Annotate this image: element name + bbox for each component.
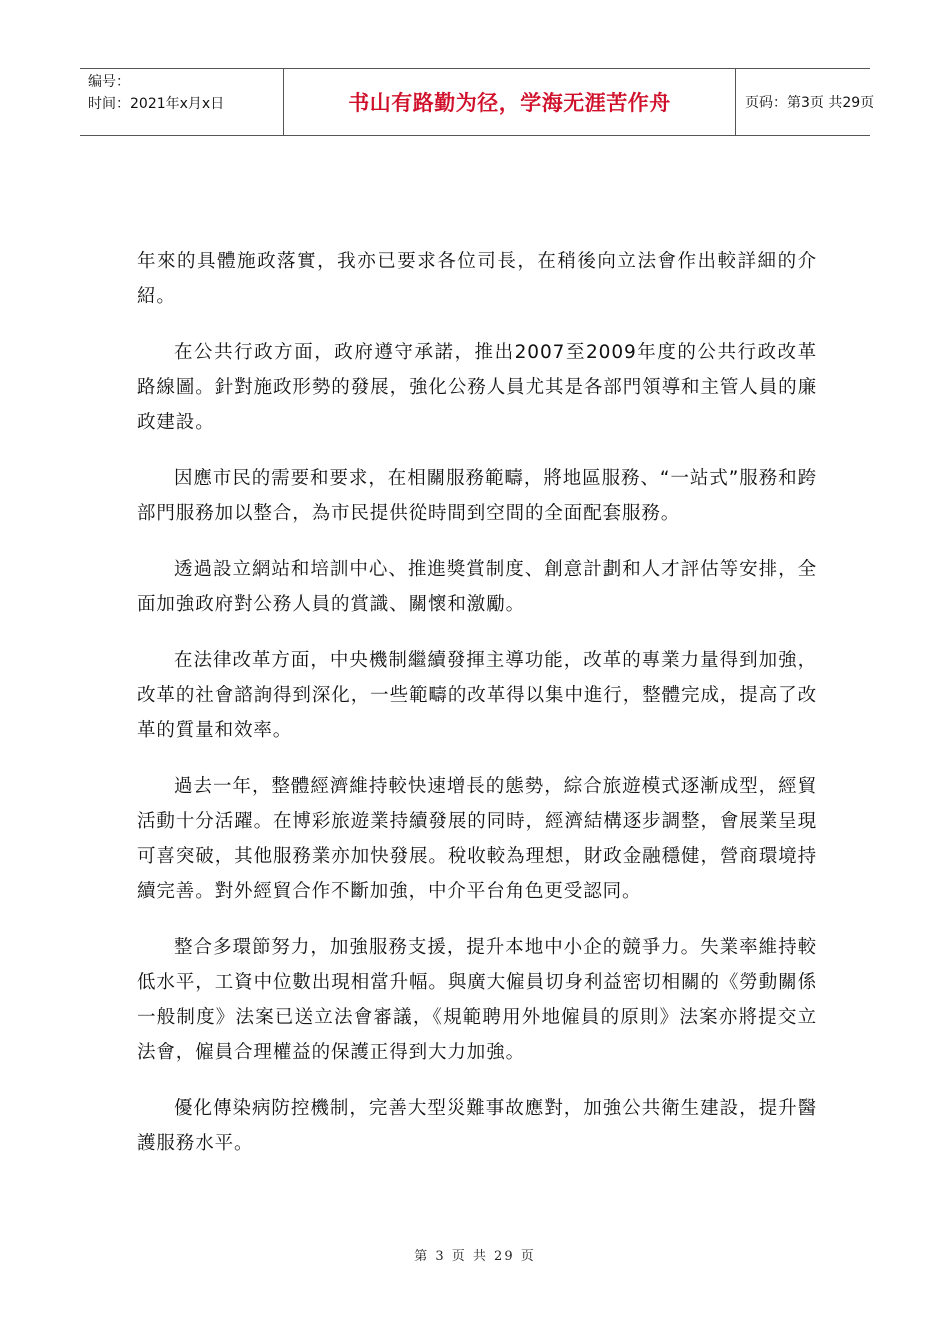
header-meta xyxy=(80,69,283,135)
header-page-info: 页码：第3页 共29页 xyxy=(745,95,875,111)
paragraph-4: 透過設立網站和培訓中心、推進獎賞制度、創意計劃和人才評估等安排，全面加強政府對公務人員的賞識、關懷和激勵。 xyxy=(137,559,817,615)
page-footer: 第 3 页 共 29 页 xyxy=(414,1249,536,1264)
paragraph-6: 過去一年，整體經濟維持較快速增長的態勢，綜合旅遊模式逐漸成型，經貿活動十分活躍。在博彩旅遊業持續發展的同時，經濟結構逐步調整，會展業呈現可喜突破，其他服務業亦加快發展。稅收較為理想，財政金融穩健，營商環境持續完善。對外經貿合作不斷加強，中介平台角色更受認同。 xyxy=(137,776,817,902)
paragraph-7: 整合多環節努力，加強服務支援，提升本地中小企的競爭力。失業率維持較低水平，工資中位數出現相當升幅。與廣大僱員切身利益密切相關的《勞動關係一般制度》法案已送立法會審議，《規範聘用外地僱員的原則》法案亦將提交立法會，僱員合理權益的保護正得到大力加強。 xyxy=(137,937,817,1063)
paragraph-1: 年來的具體施政落實，我亦已要求各位司長，在稍後向立法會作出較詳細的介紹。 xyxy=(137,251,817,307)
paragraph-8: 優化傳染病防控機制，完善大型災難事故應對，加強公共衛生建設，提升醫護服務水平。 xyxy=(137,1098,817,1154)
paragraph-3: 因應市民的需要和要求，在相關服務範疇，將地區服務、“一站式”服務和跨部門服務加以整合，為市民提供從時間到空間的全面配套服務。 xyxy=(137,468,817,524)
header-motto: 书山有路勤为径，学海无涯苦作舟 xyxy=(283,69,736,135)
number-label: 编号： xyxy=(88,74,130,90)
document-header xyxy=(80,68,875,136)
date-line: 时间：2021年x月x日 xyxy=(88,96,225,112)
paragraph-2: 在公共行政方面，政府遵守承諾，推出2007至2009年度的公共行政改革路線圖。針對施政形勢的發展，強化公務人員尤其是各部門領導和主管人員的廉政建設。 xyxy=(137,342,817,433)
document-body xyxy=(137,244,817,1182)
paragraph-5: 在法律改革方面，中央機制繼續發揮主導功能，改革的專業力量得到加強，改革的社會諮詢得到深化，一些範疇的改革得以集中進行，整體完成，提高了改革的質量和效率。 xyxy=(137,650,817,741)
